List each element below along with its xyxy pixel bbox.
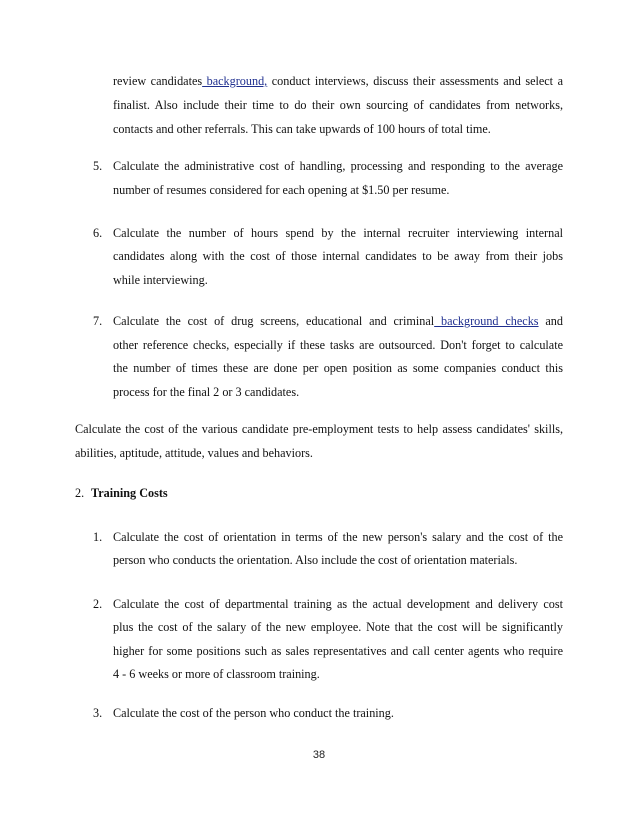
training-number-1: 1. — [93, 530, 103, 544]
paragraph-line-1: Calculate the cost of the various candidate pre-employment tests to help assess candidates' skills, — [75, 422, 563, 436]
training-2-line-1: Calculate the cost of departmental training as the actual development and delivery cost — [113, 597, 563, 611]
text-run: conduct interviews, discuss their assessments and select a — [267, 74, 564, 88]
list-number-6: 6. — [93, 226, 103, 240]
item-5-line-1: Calculate the administrative cost of handling, processing and responding to the average — [113, 159, 563, 173]
item-7-line-4: process for the final 2 or 3 candidates. — [113, 385, 300, 399]
background-link[interactable]: background, — [202, 74, 268, 88]
text-run: Calculate the cost of drug screens, educational and criminal — [113, 314, 435, 328]
item-6-line-1: Calculate the number of hours spend by the internal recruiter interviewing internal — [113, 226, 563, 240]
training-number-2: 2. — [93, 597, 103, 611]
item-6-line-2: candidates along with the cost of those internal candidates to be away from their jobs — [113, 249, 563, 263]
text-run: and — [538, 314, 563, 328]
item-7-line-1 — [113, 313, 563, 329]
section-number: 2. — [75, 486, 85, 500]
list-number-5: 5. — [93, 159, 103, 173]
page-number: 38 — [312, 749, 326, 761]
item-7-line-3: the number of times these are done per open position as some companies conduct this — [113, 361, 563, 375]
section-title: Training Costs — [91, 486, 168, 500]
item-7-line-2: other reference checks, especially if these tasks are outsourced. Don't forget to calculate — [113, 338, 563, 352]
paragraph-line-2: abilities, aptitude, attitude, values and behaviors. — [75, 446, 313, 460]
training-number-3: 3. — [93, 706, 103, 720]
training-2-line-3: higher for some positions such as sales representatives and call center agents who require — [113, 644, 563, 658]
background-checks-link[interactable]: background checks — [434, 314, 539, 328]
text-run: review candidates — [113, 74, 203, 88]
training-1-line-2: person who conducts the orientation. Also include the cost of orientation materials. — [113, 553, 518, 567]
list-number-7: 7. — [93, 314, 103, 328]
item-5-line-2: number of resumes considered for each opening at $1.50 per resume. — [113, 183, 450, 197]
item-6-line-3: while interviewing. — [113, 273, 208, 287]
training-2-line-2: plus the cost of the salary of the new employee. Note that the cost will be significantly — [113, 620, 563, 634]
continued-item-line-1 — [113, 73, 563, 89]
training-1-line-1: Calculate the cost of orientation in terms of the new person's salary and the cost of the — [113, 530, 563, 544]
continued-item-line-2: finalist. Also include their time to do their own sourcing of candidates from networks, — [113, 98, 563, 112]
training-3-line-1: Calculate the cost of the person who conduct the training. — [113, 706, 394, 720]
training-2-line-4: 4 - 6 weeks or more of classroom training. — [113, 667, 320, 681]
continued-item-line-3: contacts and other referrals. This can take upwards of 100 hours of total time. — [113, 122, 491, 136]
